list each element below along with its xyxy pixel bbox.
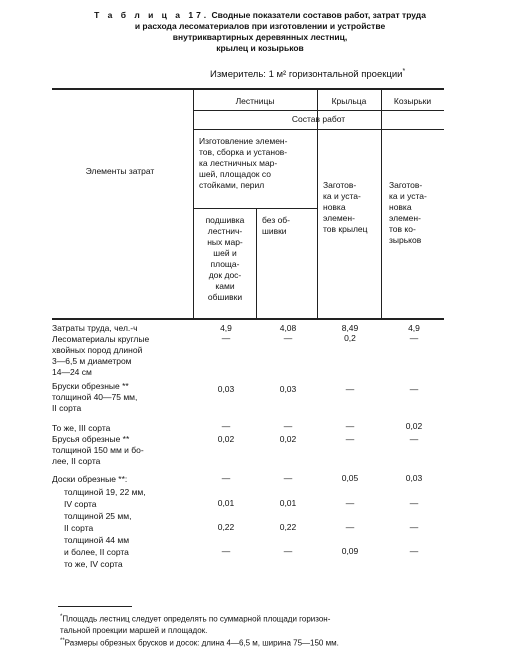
header-rule <box>193 208 317 209</box>
header-stairs: Лестницы <box>235 96 275 106</box>
header-sub-no-cladding: без об- шивки <box>262 215 290 236</box>
cell-value: 0,22 <box>217 522 235 532</box>
cell-value: — <box>283 333 293 343</box>
cell-value: — <box>221 333 231 343</box>
cell-value: 0,02 <box>279 434 297 444</box>
row-label: Бруски обрезные ** толщиной 40—75 мм, II сорта <box>52 381 138 413</box>
cell-value: — <box>345 421 355 431</box>
footnote-1: *Площадь лестниц следует определять по суммарной площади горизон- тальной проекции маршей и площадок. <box>60 614 331 635</box>
row-label: Затраты труда, чел.-ч <box>52 323 138 333</box>
row-label: То же, III сорта <box>52 423 111 433</box>
caption-line-2: и расхода лесоматериалов при изготовлении и устройстве <box>134 21 386 31</box>
cell-value: — <box>409 384 419 394</box>
cell-value: 0,2 <box>344 333 356 343</box>
header-canopy-work: Заготов- ка и уста- новка элемен- тов ко- зырьков <box>389 180 427 245</box>
cell-value: 0,01 <box>279 498 297 508</box>
header-rule <box>193 129 444 130</box>
cell-value: 0,03 <box>405 473 423 483</box>
cell-value: — <box>409 333 419 343</box>
cell-value: 4,08 <box>279 323 297 333</box>
column-divider <box>256 208 257 318</box>
cell-value: — <box>345 434 355 444</box>
caption-line-4: крылец и козырьков <box>216 43 304 53</box>
cell-value: — <box>409 546 419 556</box>
row-label: Брусья обрезные ** толщиной 150 мм и бо- лее, II сорта <box>52 434 144 466</box>
cell-value: 0,01 <box>217 498 235 508</box>
caption-line-3: внутриквартирных деревянных лестниц, <box>172 32 348 42</box>
header-stairs-work: Изготовление элемен- тов, сборка и установ- ка лестничных мар- шей, площадок со стойками, перил <box>199 136 288 190</box>
cell-value: — <box>283 546 293 556</box>
cell-value: — <box>283 421 293 431</box>
table-top-rule <box>52 88 444 90</box>
row-label: Доски обрезные **: <box>52 474 128 484</box>
cell-value: 4,9 <box>220 323 232 333</box>
table-header-bottom-rule <box>52 318 444 320</box>
header-sub-cladding: подшивка лестнич- ных мар- шей и площа- док дос- ками обшивки <box>205 215 245 302</box>
measurement-unit: Измеритель: 1 м² горизонтальной проекции* <box>210 68 406 81</box>
row-label: и более, II сорта <box>64 547 129 557</box>
cell-value: — <box>221 473 231 483</box>
cell-value: — <box>345 522 355 532</box>
footnote-rule <box>58 606 132 607</box>
row-label: то же, IV сорта <box>64 559 123 569</box>
cell-value: — <box>345 498 355 508</box>
cell-value: — <box>221 546 231 556</box>
cell-value: — <box>283 473 293 483</box>
footnote-2: **Размеры обрезных брусков и досок: длина 4—6,5 м, ширина 75—150 мм. <box>60 638 339 648</box>
cell-value: — <box>409 522 419 532</box>
cell-value: 8,49 <box>341 323 359 333</box>
row-label: толщиной 19, 22 мм, <box>64 487 146 497</box>
header-rule <box>193 110 444 111</box>
footnote-mark: * <box>402 68 406 75</box>
header-elements: Элементы затрат <box>85 166 155 176</box>
cell-value: — <box>345 384 355 394</box>
cell-value: — <box>409 434 419 444</box>
header-composition: Состав работ <box>291 114 346 124</box>
row-label: толщиной 25 мм, <box>64 511 132 521</box>
cell-value: 0,02 <box>217 434 235 444</box>
cell-value: 0,02 <box>405 421 423 431</box>
table-caption <box>40 10 480 54</box>
row-label: IV сорта <box>64 499 97 509</box>
row-label: толщиной 44 мм <box>64 535 130 545</box>
caption-line-1: Сводные показатели составов работ, затрат труда <box>211 10 426 20</box>
cell-value: 0,03 <box>279 384 297 394</box>
cell-value: — <box>409 498 419 508</box>
row-label: Лесоматериалы круглые хвойных пород длиной 3—6,5 м диаметром 14—24 см <box>52 334 150 377</box>
cell-value: 0,03 <box>217 384 235 394</box>
table-label: Т а б л и ц а 17. <box>94 10 210 20</box>
cell-value: 4,9 <box>408 323 420 333</box>
header-porches: Крыльца <box>331 96 367 106</box>
header-porch-work: Заготов- ка и уста- новка элемен- тов крылец <box>323 180 368 234</box>
header-canopies: Козырьки <box>393 96 432 106</box>
cell-value: 0,09 <box>341 546 359 556</box>
row-label: II сорта <box>64 523 94 533</box>
cell-value: — <box>221 421 231 431</box>
cell-value: 0,22 <box>279 522 297 532</box>
cell-value: 0,05 <box>341 473 359 483</box>
